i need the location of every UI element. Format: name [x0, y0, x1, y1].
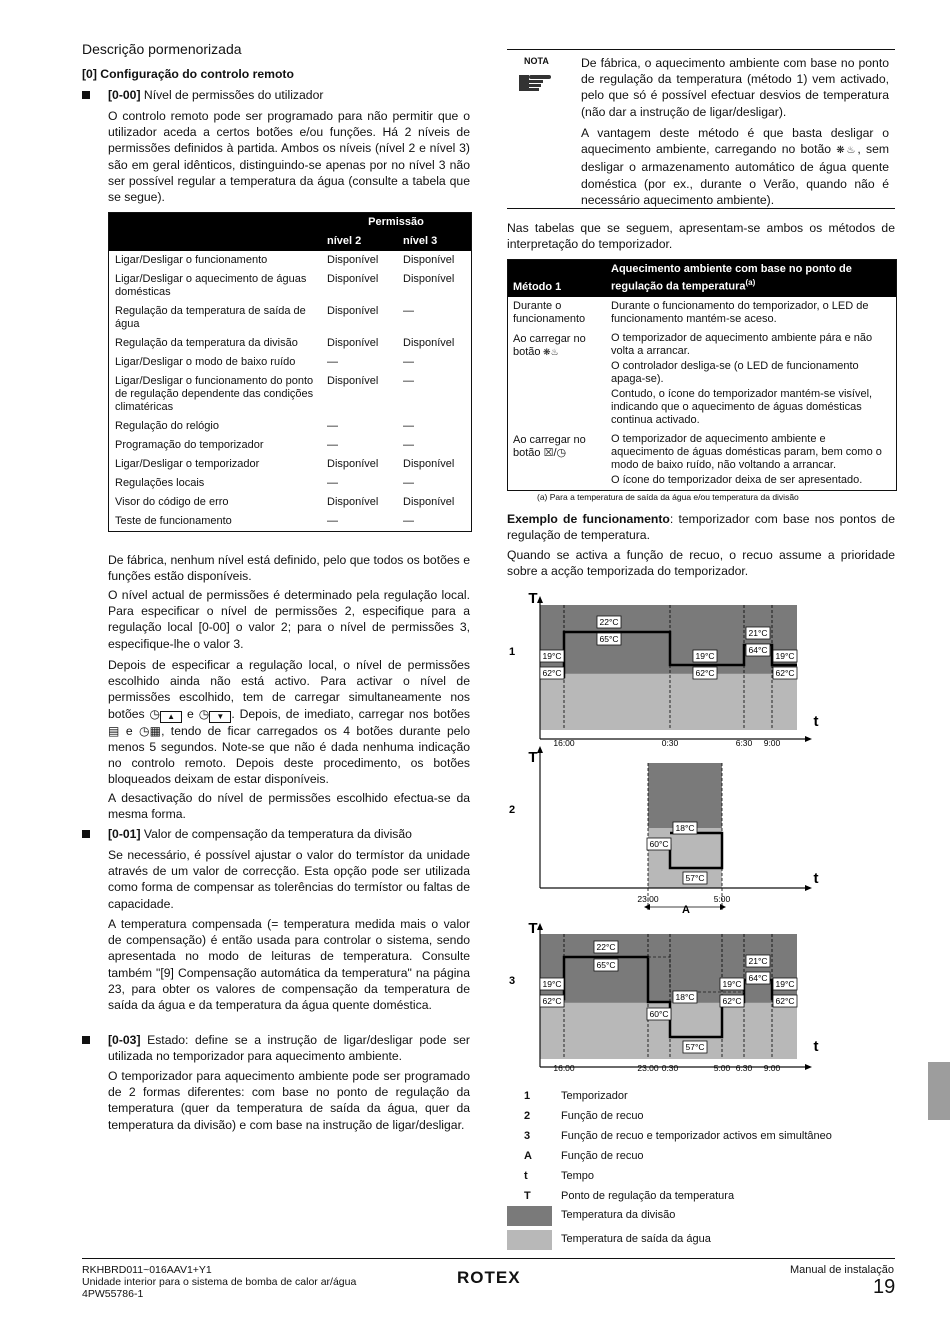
c3-x-arrow: [805, 1064, 812, 1070]
footer-model: RKHBRD011~016AAV1+Y1: [82, 1264, 212, 1276]
legend-key: 1: [524, 1090, 531, 1102]
c3-temp-label: 19°C: [722, 979, 742, 989]
c2-time-label: 5:00: [713, 894, 731, 904]
perm-label: Regulação da temperatura de saída de água: [115, 305, 306, 330]
perm-level2: nível 2: [321, 232, 397, 251]
c2-x-arrow: [805, 885, 812, 891]
perm-label: Ligar/Desligar o aquecimento de águas domésticas: [115, 273, 307, 298]
perm-value: Disponível: [403, 496, 455, 508]
perm-row: [109, 455, 471, 474]
perm-value: —: [327, 477, 338, 489]
c1-temp-label: 19°C: [695, 651, 715, 661]
footer-docnumber: 4PW55786-1: [82, 1288, 144, 1300]
timer-col1: Método 1: [508, 260, 606, 297]
timer-row-line: O temporizador de aquecimento ambiente pára e não volta a arrancar.: [611, 332, 873, 358]
perm-value: —: [327, 356, 338, 368]
c1-temp-label: 62°C: [695, 668, 715, 678]
perm-row: [109, 474, 471, 493]
c3-room-area: [540, 934, 797, 1003]
perm-row: [109, 493, 471, 512]
c2-axis-T: T: [528, 749, 538, 766]
perm-label: Ligar/Desligar o temporizador: [115, 458, 260, 470]
legend-key: A: [524, 1150, 532, 1162]
perm-value: —: [403, 420, 414, 432]
timer-row-label-text: Ao carregar no botão: [513, 433, 586, 459]
perm-row: [109, 302, 471, 334]
timer-row-label-text: Ao carregar no botão: [513, 332, 586, 358]
legend-text: Função de recuo: [561, 1110, 644, 1122]
c1-temp-label: 62°C: [542, 668, 562, 678]
program-button-icon: ▤: [108, 723, 120, 738]
legend-text: Ponto de regulação da temperatura: [561, 1190, 735, 1202]
timer-button-icon: ◷▦: [138, 723, 162, 738]
perm-row: [109, 512, 471, 531]
perm-label: Teste de funcionamento: [115, 515, 232, 527]
footer-description: Unidade interior para o sistema de bomba de calor ar/água: [82, 1276, 357, 1288]
c3-temp-label: 18°C: [675, 992, 695, 1002]
item-003-code: [0-03]: [108, 1033, 141, 1047]
c1-time-label: 6:30: [735, 738, 753, 748]
legend-text: Temporizador: [561, 1090, 628, 1102]
timer-row-line: O ícone do temporizador deixa de ser apresentado.: [611, 474, 863, 487]
c1-time-label: 9:00: [763, 738, 781, 748]
nota-label: NOTA: [524, 56, 549, 66]
c2-temp-label: 18°C: [675, 823, 695, 833]
paragraph-timer-modes: O temporizador para aquecimento ambiente pode ser programado de 2 formas diferentes: com base no ponto de regulação da temperatura (quer da temperatura de saída da água, quer da temperatura da divisão) e com base na instrução de ligar/desligar.: [108, 1069, 470, 1132]
perm-label: Ligar/Desligar o modo de baixo ruído: [115, 356, 296, 368]
c3-time-label: 6:30: [735, 1063, 753, 1073]
example-rest: : temporizador com base nos pontos de regulação de temperatura.: [507, 512, 895, 543]
c3-time-label: 5:00: [713, 1063, 731, 1073]
c3-axis-T: T: [528, 920, 538, 937]
perm-label: Regulação da temperatura da divisão: [115, 337, 298, 349]
perm-value: Disponível: [327, 458, 379, 470]
perm-row: [109, 372, 471, 417]
c3-time-label: 0:30: [661, 1063, 679, 1073]
nota-paragraph-1: De fábrica, o aquecimento ambiente com base no ponto de regulação da temperatura (método 1) vem activado, pelo que só é possível efectuar desvios de temperatura (não dar a instrução de ligar/desligar).: [581, 56, 889, 119]
perm-value: —: [327, 420, 338, 432]
timer-row-line: O temporizador de aquecimento ambiente e aquecimento de águas domésticas param, bem como o modo de baixo ruído, não voltando a arrancar.: [611, 433, 882, 472]
footer-divider: [82, 1258, 895, 1259]
paragraph-level: O nível actual de permissões é determinado pela regulação local. Para especificar o nível de permissões 2, especifique para a regulação local [0-00] o valor 2; para o nível de permissões 3, especifique-lhe o valor 3.: [108, 588, 470, 651]
legend-swatch: [507, 1206, 552, 1226]
clock-down-button-icon: ◷ ▼: [199, 707, 232, 721]
legend-key: t: [524, 1170, 528, 1182]
timer-row-label: [508, 297, 606, 330]
c3-temp-label: 57°C: [685, 1042, 705, 1052]
c1-temp-label: 19°C: [775, 651, 795, 661]
c3-temp-label: 22°C: [596, 942, 616, 952]
perm-value: —: [403, 477, 414, 489]
c1-time-label: 16:00: [553, 738, 575, 748]
c1-temp-label: 62°C: [775, 668, 795, 678]
perm-label: Ligar/Desligar o funcionamento do ponto de regulação dependente das condições climatéricas: [115, 375, 314, 413]
perm-value: Disponível: [327, 254, 379, 266]
timer-charts: [500, 585, 820, 1090]
perm-row: [109, 251, 471, 270]
perm-row: [109, 436, 471, 455]
c3-temp-label: 65°C: [596, 960, 616, 970]
c2-bracket-arrow: [720, 904, 726, 910]
item-000-code: [0-00]: [108, 88, 141, 102]
c3-time-label: 9:00: [763, 1063, 781, 1073]
timer-col2-sup: (a): [745, 278, 756, 287]
perm-row: [109, 270, 471, 302]
c3-number: 3: [508, 975, 516, 987]
c3-temp-label: 62°C: [775, 996, 795, 1006]
perm-row: [109, 417, 471, 436]
perm-label: Regulação do relógio: [115, 420, 219, 432]
c3-temp-label: 19°C: [542, 979, 562, 989]
perm-level3: nível 3: [397, 232, 471, 251]
perm-value: Disponível: [327, 337, 379, 349]
c1-temp-label: 19°C: [542, 651, 562, 661]
c1-temp-label: 21°C: [748, 628, 768, 638]
perm-value: Disponível: [403, 273, 455, 285]
divider: [507, 49, 895, 50]
c1-temp-label: 65°C: [599, 634, 619, 644]
c1-time-label: 0:30: [661, 738, 679, 748]
c2-axis-t: t: [813, 870, 819, 887]
activation-text-4: e: [125, 723, 133, 738]
paragraph-permissions-intro: O controlo remoto pode ser programado para não permitir que o utilizador aceda a certos botões e/ou funções. Há 2 níveis de permissões definidos à partida. Ambos os níveis (nível 2 e nível 3) são em geral idênticos, distinguindo-se apenas por no nível 3 não ser possível regular a temperatura da água (consulte a tabela que se segue).: [108, 109, 470, 205]
perm-value: Disponível: [327, 305, 379, 317]
legend-key: 2: [524, 1110, 531, 1122]
perm-row: [109, 334, 471, 353]
legend-swatch: [507, 1230, 552, 1250]
legend-text: Tempo: [561, 1170, 595, 1182]
paragraph-deactivation: A desactivação do nível de permissões escolhido efectua-se da mesma forma.: [108, 791, 470, 822]
legend-text: Função de recuo e temporizador activos em simultâneo: [561, 1130, 832, 1142]
item-000-title: Nível de permissões do utilizador: [140, 88, 324, 102]
timer-row-text: [606, 297, 896, 330]
c3-temp-label: 62°C: [542, 996, 562, 1006]
heating-button-icon: ❋♨: [540, 346, 559, 357]
timer-row: [508, 297, 896, 330]
pointing-hand-icon: [519, 72, 553, 99]
c2-y-arrow: [537, 746, 543, 753]
item-003-heading: [108, 1032, 470, 1064]
perm-header: Permissão: [321, 213, 471, 232]
perm-value: Disponível: [327, 496, 379, 508]
timer-row-text: [606, 329, 896, 430]
activation-text-3: . Depois, de imediato, carregar nos botões: [231, 706, 470, 721]
item-001-code: [0-01]: [108, 827, 141, 841]
c2-time-label: 23:00: [637, 894, 659, 904]
c3-time-label: 23:00: [637, 1063, 659, 1073]
c1-y-arrow: [537, 596, 543, 603]
perm-label: Regulações locais: [115, 477, 205, 489]
perm-label: Programação do temporizador: [115, 439, 264, 451]
timer-row: [508, 329, 896, 430]
page-number: 19: [873, 1276, 896, 1298]
perm-value: —: [327, 515, 338, 527]
perm-value: Disponível: [327, 375, 379, 387]
c1-x-arrow: [805, 736, 812, 742]
item-000-heading: [108, 88, 323, 102]
c3-time-label: 16:00: [553, 1063, 575, 1073]
c3-axis-t: t: [813, 1038, 819, 1055]
legend-key: T: [524, 1190, 531, 1202]
nota-text-2: , sem desligar o armazenamento automático de água quente doméstica (por ex., durante o Verão, quando não é necessário aquecimento ambiente).: [581, 142, 890, 207]
paragraph-activation: [108, 657, 470, 787]
perm-value: —: [403, 356, 414, 368]
bullet: [82, 830, 90, 838]
timer-row-line: O controlador desliga-se (o LED de funcionamento apaga-se).: [611, 360, 859, 386]
perm-value: —: [403, 305, 414, 317]
c3-temp-label: 21°C: [748, 956, 768, 966]
c1-temp-label: 64°C: [748, 645, 768, 655]
perm-label: Visor do código de erro: [115, 496, 229, 508]
legend-swatch-label: Temperatura da divisão: [561, 1209, 676, 1221]
divider: [507, 208, 895, 209]
c2-number: 2: [508, 804, 516, 816]
c2-temp-label: 60°C: [649, 839, 669, 849]
legend-swatch-label: Temperatura de saída da água: [561, 1233, 711, 1245]
permissions-table: [108, 212, 472, 532]
c3-temp-label: 64°C: [748, 973, 768, 983]
timer-row-label-text: Durante o funcionamento: [513, 299, 586, 325]
timer-row-label: [508, 430, 606, 490]
nota-paragraph-2: [581, 125, 889, 208]
sidebar-tab: [928, 1062, 950, 1120]
legend-text: Função de recuo: [561, 1150, 644, 1162]
paragraph-default: De fábrica, nenhum nível está definido, pelo que todos os botões e funções estão disponíveis.: [108, 553, 470, 584]
c3-temp-label: 19°C: [775, 979, 795, 989]
timer-footnote: (a) Para a temperatura de saída da água e/ou temperatura da divisão: [537, 492, 799, 502]
c3-temp-label: 60°C: [649, 1009, 669, 1019]
c2-bracket-label: A: [682, 904, 690, 916]
quiet-timer-button-icon: ☒/◷: [540, 446, 567, 459]
timer-row-text: [606, 430, 896, 490]
subsection-title: [0] Configuração do controlo remoto: [82, 67, 294, 81]
timer-row-line: Durante o funcionamento do temporizador, o LED de funcionamento mantém-se aceso.: [611, 299, 869, 325]
clock-up-button-icon: ◷ ▲: [149, 707, 182, 721]
perm-value: —: [403, 375, 414, 387]
timer-method-table: [507, 259, 897, 491]
timer-col2-text: Aquecimento ambiente com base no ponto de regulação da temperatura: [611, 263, 852, 293]
perm-value: Disponível: [403, 337, 455, 349]
paragraph-example: [507, 511, 895, 543]
heating-button-icon: ❋♨: [836, 145, 858, 157]
bullet: [82, 1036, 90, 1044]
timer-row: [508, 430, 896, 490]
paragraph-setback: Quando se activa a função de recuo, o recuo assume a prioridade sobre a acção temporizada do temporizador.: [507, 548, 895, 579]
c1-number: 1: [508, 646, 516, 658]
item-001-title: Valor de compensação da temperatura da divisão: [140, 827, 412, 841]
item-003-title: Estado: define se a instrução de ligar/desligar pode ser utilizada no temporizador para aquecimento ambiente.: [108, 1033, 470, 1064]
paragraph-compensated: A temperatura compensada (= temperatura medida mais o valor de compensação) é então usada para controlar o sistema, sendo apresentada no modo de leituras de temperatura. Consulte também "[9] Compensação automática da temperatura" na página 23, para obter os valores de compensação da temperatura de saída da água e da temperatura da água quente doméstica.: [108, 917, 470, 1013]
c2-bracket-arrow: [644, 904, 650, 910]
section-title: Descrição pormenorizada: [82, 41, 242, 57]
c3-y-arrow: [537, 923, 543, 930]
bullet: [82, 91, 90, 99]
nota-text-1: A vantagem deste método é que basta desligar o aquecimento ambiente, carregando no botão: [581, 126, 889, 157]
c3-temp-label: 62°C: [722, 996, 742, 1006]
perm-value: —: [403, 515, 414, 527]
c1-axis-T: T: [528, 590, 538, 607]
c1-axis-t: t: [813, 713, 819, 730]
perm-row: [109, 353, 471, 372]
footer-manual: Manual de instalação: [790, 1264, 894, 1276]
activation-text-1: Depois de especificar a regulação local, o nível de permissões escolhido ainda não está activo. Para activar o nível de permissões escolhido, tem de carregar simultaneamente nos botões: [108, 658, 470, 721]
timer-row-label: [508, 329, 606, 430]
c1-temp-label: 22°C: [599, 617, 619, 627]
c2-temp-label: 57°C: [685, 873, 705, 883]
item-001-heading: [108, 827, 412, 841]
perm-value: —: [403, 439, 414, 451]
perm-value: Disponível: [403, 458, 455, 470]
example-bold: Exemplo de funcionamento: [507, 512, 670, 526]
timer-row-line: Contudo, o ícone do temporizador mantém-se visível, indicando que o aquecimento de águas domésticas continua activado.: [611, 388, 873, 427]
timer-col2: [606, 260, 896, 297]
perm-value: Disponível: [327, 273, 379, 285]
perm-label: Ligar/Desligar o funcionamento: [115, 254, 268, 266]
activation-text-5: , tendo de ficar carregados os 4 botões durante pelo menos 5 segundos. Note-se que não é dada nenhuma indicação no controlo remoto. Depois deste procedimento, os botões bloqueados deixam de estar disponíveis.: [108, 723, 471, 787]
activation-text-2: e: [187, 706, 194, 721]
perm-value: —: [327, 439, 338, 451]
perm-value: Disponível: [403, 254, 455, 266]
legend-key: 3: [524, 1130, 531, 1142]
paragraph-tables-intro: Nas tabelas que se seguem, apresentam-se ambos os métodos de interpretação do temporizador.: [507, 221, 895, 252]
rotex-logo: ROTEX: [457, 1268, 521, 1287]
paragraph-thermistor: Se necessário, é possível ajustar o valor do termístor da unidade através de um valor de correcção. Esta opção pode ser utilizada como forma de compensar as tolerências do termístor ou faltas de capacidade.: [108, 848, 470, 911]
